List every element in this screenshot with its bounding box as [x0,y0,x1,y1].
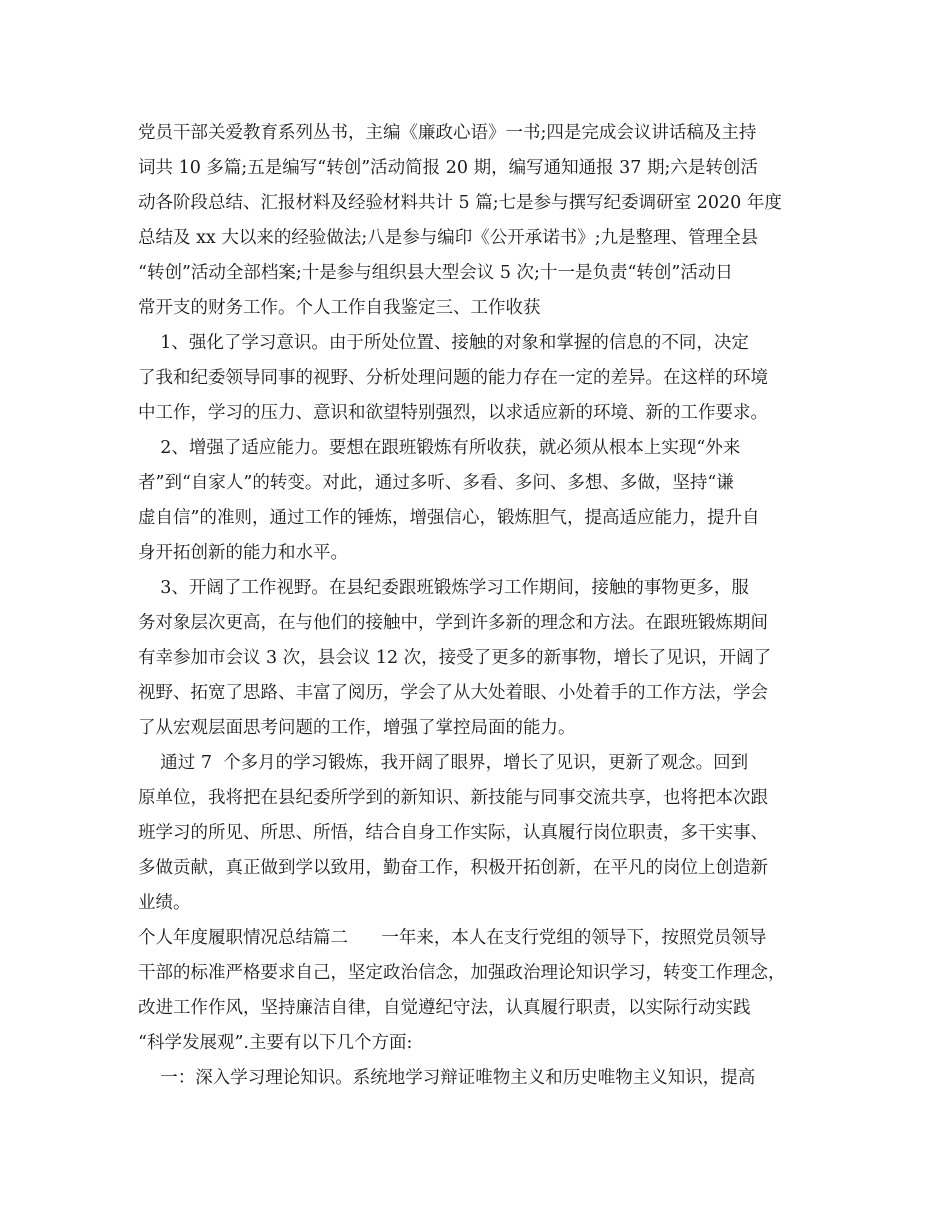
text-line: 改进工作作风，坚持廉洁自律，自觉遵纪守法，认真履行职责，以实际行动实践 [138,998,751,1018]
text-line: 了我和纪委领导同事的视野、分析处理问题的能力存在一定的差异。在这样的环境 [138,368,768,388]
paragraph-5-line: 一：深入学习理论知识。系统地学习辩证唯物主义和历史唯物主义知识，提高 [138,1068,756,1088]
text-line: 了从宏观层面思考问题的工作，增强了掌控局面的能力。 [138,718,576,738]
paragraph-1-line: 1、强化了学习意识。由于所处位置、接触的对象和掌握的信息的不同，决定 [138,333,749,353]
text-line: 视野、拓宽了思路、丰富了阅历，学会了从大处着眼、小处着手的工作方法，学会 [138,683,768,703]
text-line: “科学发展观”.主要有以下几个方面: [138,1033,413,1053]
section-heading-line: 个人年度履职情况总结篇二 一年来，本人在支行党组的领导下，按照党员领导 [138,928,767,948]
text-line: 原单位，我将把在县纪委所学到的新知识、新技能与同事交流共享，也将把本次跟 [138,788,768,808]
text-line: 常开支的财务工作。个人工作自我鉴定三、工作收获 [138,298,541,318]
text-line: 词共 10 多篇;五是编写“转创”活动简报 20 期，编写通知通报 37 期;六是转创活 [138,158,758,178]
text-line: 总结及 xx 大以来的经验做法;八是参与编印《公开承诺书》;九是整理、管理全县 [138,228,759,248]
paragraph-3-line: 3、开阔了工作视野。在县纪委跟班锻炼学习工作期间，接触的事物更多，服 [138,578,749,598]
text-line: 动各阶段总结、汇报材料及经验材料共计 5 篇;七是参与撰写纪委调研室 2020 年度 [138,193,782,213]
text-line: 务对象层次更高，在与他们的接触中，学到许多新的理念和方法。在跟班锻炼期间 [138,613,768,633]
paragraph-4-line: 通过 7 个多月的学习锻炼，我开阔了眼界，增长了见识，更新了观念。回到 [138,753,749,773]
text-line: “转创”活动全部档案;十是参与组织县大型会议 5 次;十一是负责“转创”活动日 [138,263,733,283]
text-line: 党员干部关爱教育系列丛书，主编《廉政心语》一书;四是完成会议讲话稿及主持 [138,123,757,143]
text-line: 干部的标准严格要求自己，坚定政治信念，加强政治理论知识学习，转变工作理念， [138,963,786,983]
text-line: 者”到“自家人”的转变。对此，通过多听、多看、多问、多想、多做，坚持“谦 [138,473,734,493]
text-line: 有幸参加市会议 3 次，县会议 12 次，接受了更多的新事物，增长了见识，开阔了 [138,648,772,668]
text-line: 虚自信”的准则，通过工作的锤炼，增强信心，锻炼胆气，提高适应能力，提升自 [138,508,760,528]
document-body [138,116,828,1096]
text-line: 业绩。 [138,893,191,913]
text-line: 身开拓创新的能力和水平。 [138,543,348,563]
text-line: 多做贡献，真正做到学以致用，勤奋工作，积极开拓创新，在平凡的岗位上创造新 [138,858,768,878]
text-line: 班学习的所见、所思、所悟，结合自身工作实际，认真履行岗位职责，多干实事、 [138,823,768,843]
text-line: 中工作，学习的压力、意识和欲望特别强烈，以求适应新的环境、新的工作要求。 [138,403,768,423]
paragraph-2-line: 2、增强了适应能力。要想在跟班锻炼有所收获，就必须从根本上实现“外来 [138,438,741,458]
